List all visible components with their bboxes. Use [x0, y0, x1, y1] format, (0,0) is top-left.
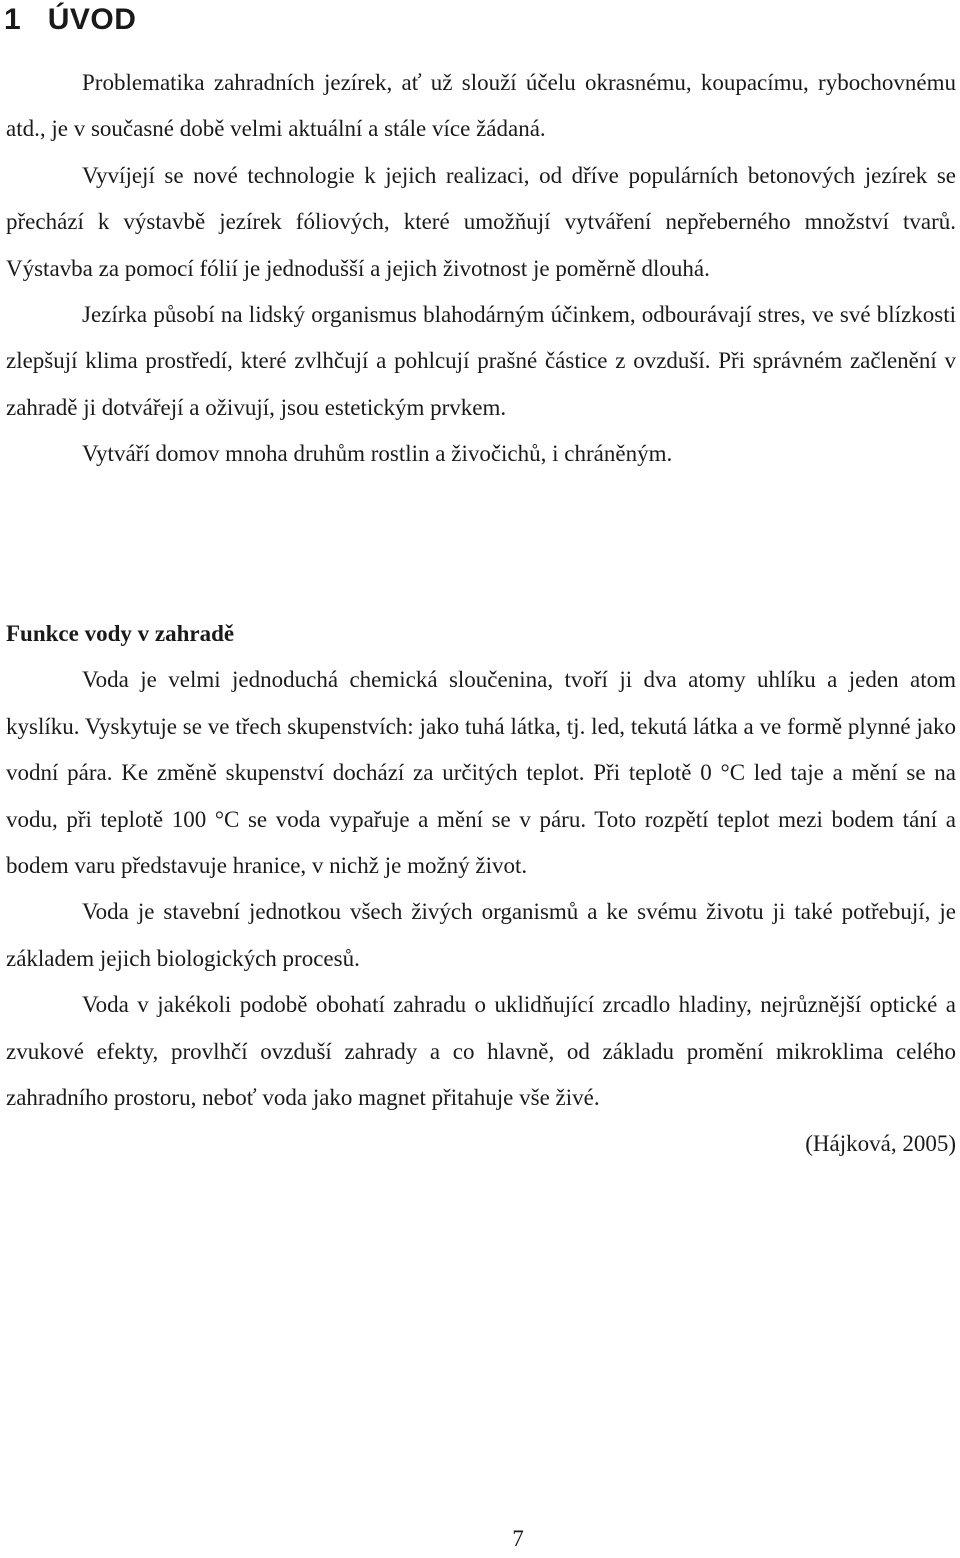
section-paragraph-1: Voda je velmi jednoduchá chemická sloučenina, tvoří ji dva atomy uhlíku a jeden atom kyslíku. Vyskytuje se ve třech skupenstvích: jako tuhá látka, tj. led, tekutá látka a ve formě plynné jako vodní pára. Ke změně skupenství dochází za určitých teplot. Při teplotě 0 °C led taje a mění se na vodu, při teplotě 100 °C se voda vypařuje a mění se v páru. Toto rozpětí teplot mezi bodem tání a bodem varu představuje hranice, v nichž je možný život. — [6, 667, 956, 879]
intro-paragraph-4: Vytváří domov mnoha druhům rostlin a živočichů, i chráněným. — [82, 441, 673, 467]
intro-section — [6, 60, 956, 478]
page-number: 7 — [512, 1526, 524, 1551]
section-heading: Funkce vody v zahradě — [6, 621, 235, 646]
intro-paragraph-1: Problematika zahradních jezírek, ať už slouží účelu okrasnému, koupacímu, rybochovnému atd., je v současné době velmi aktuální a stále více žádaná. — [6, 70, 956, 142]
section-paragraph-3: Voda v jakékoli podobě obohatí zahradu o uklidňující zrcadlo hladiny, nejrůznější optické a zvukové efekty, provlhčí ovzduší zahrady a co hlavně, od základu promění mikroklima celého zahradního prostoru, neboť voda jako magnet přitahuje vše živé. — [6, 992, 956, 1111]
water-function-section — [6, 611, 956, 1168]
chapter-title: ÚVOD — [47, 3, 137, 36]
intro-paragraph-2: Vyvíjejí se nové technologie k jejich realizaci, od dříve populárních betonových jezírek se přechází k výstavbě jezírek fóliových, které umožňují vytváření nepřeberného množství tvarů. Výstavba za pomocí fólií je jednodušší a jejich životnost je poměrně dlouhá. — [6, 162, 956, 281]
intro-paragraph-3: Jezírka působí na lidský organismus blahodárným účinkem, odbourávají stres, ve své blízkosti zlepšují klima prostředí, které zvlhčují a pohlcují prašné částice z ovzduší. Při správném začlenění v zahradě ji dotvářejí a oživují, jsou estetickým prvkem. — [6, 302, 956, 420]
chapter-heading — [4, 0, 136, 40]
chapter-number: 1 — [4, 3, 22, 36]
section-paragraph-2: Voda je stavební jednotkou všech živých organismů a ke svému životu ji také potřebují, je základem jejich biologických procesů. — [6, 899, 956, 971]
citation: (Hájková, 2005) — [805, 1131, 956, 1157]
